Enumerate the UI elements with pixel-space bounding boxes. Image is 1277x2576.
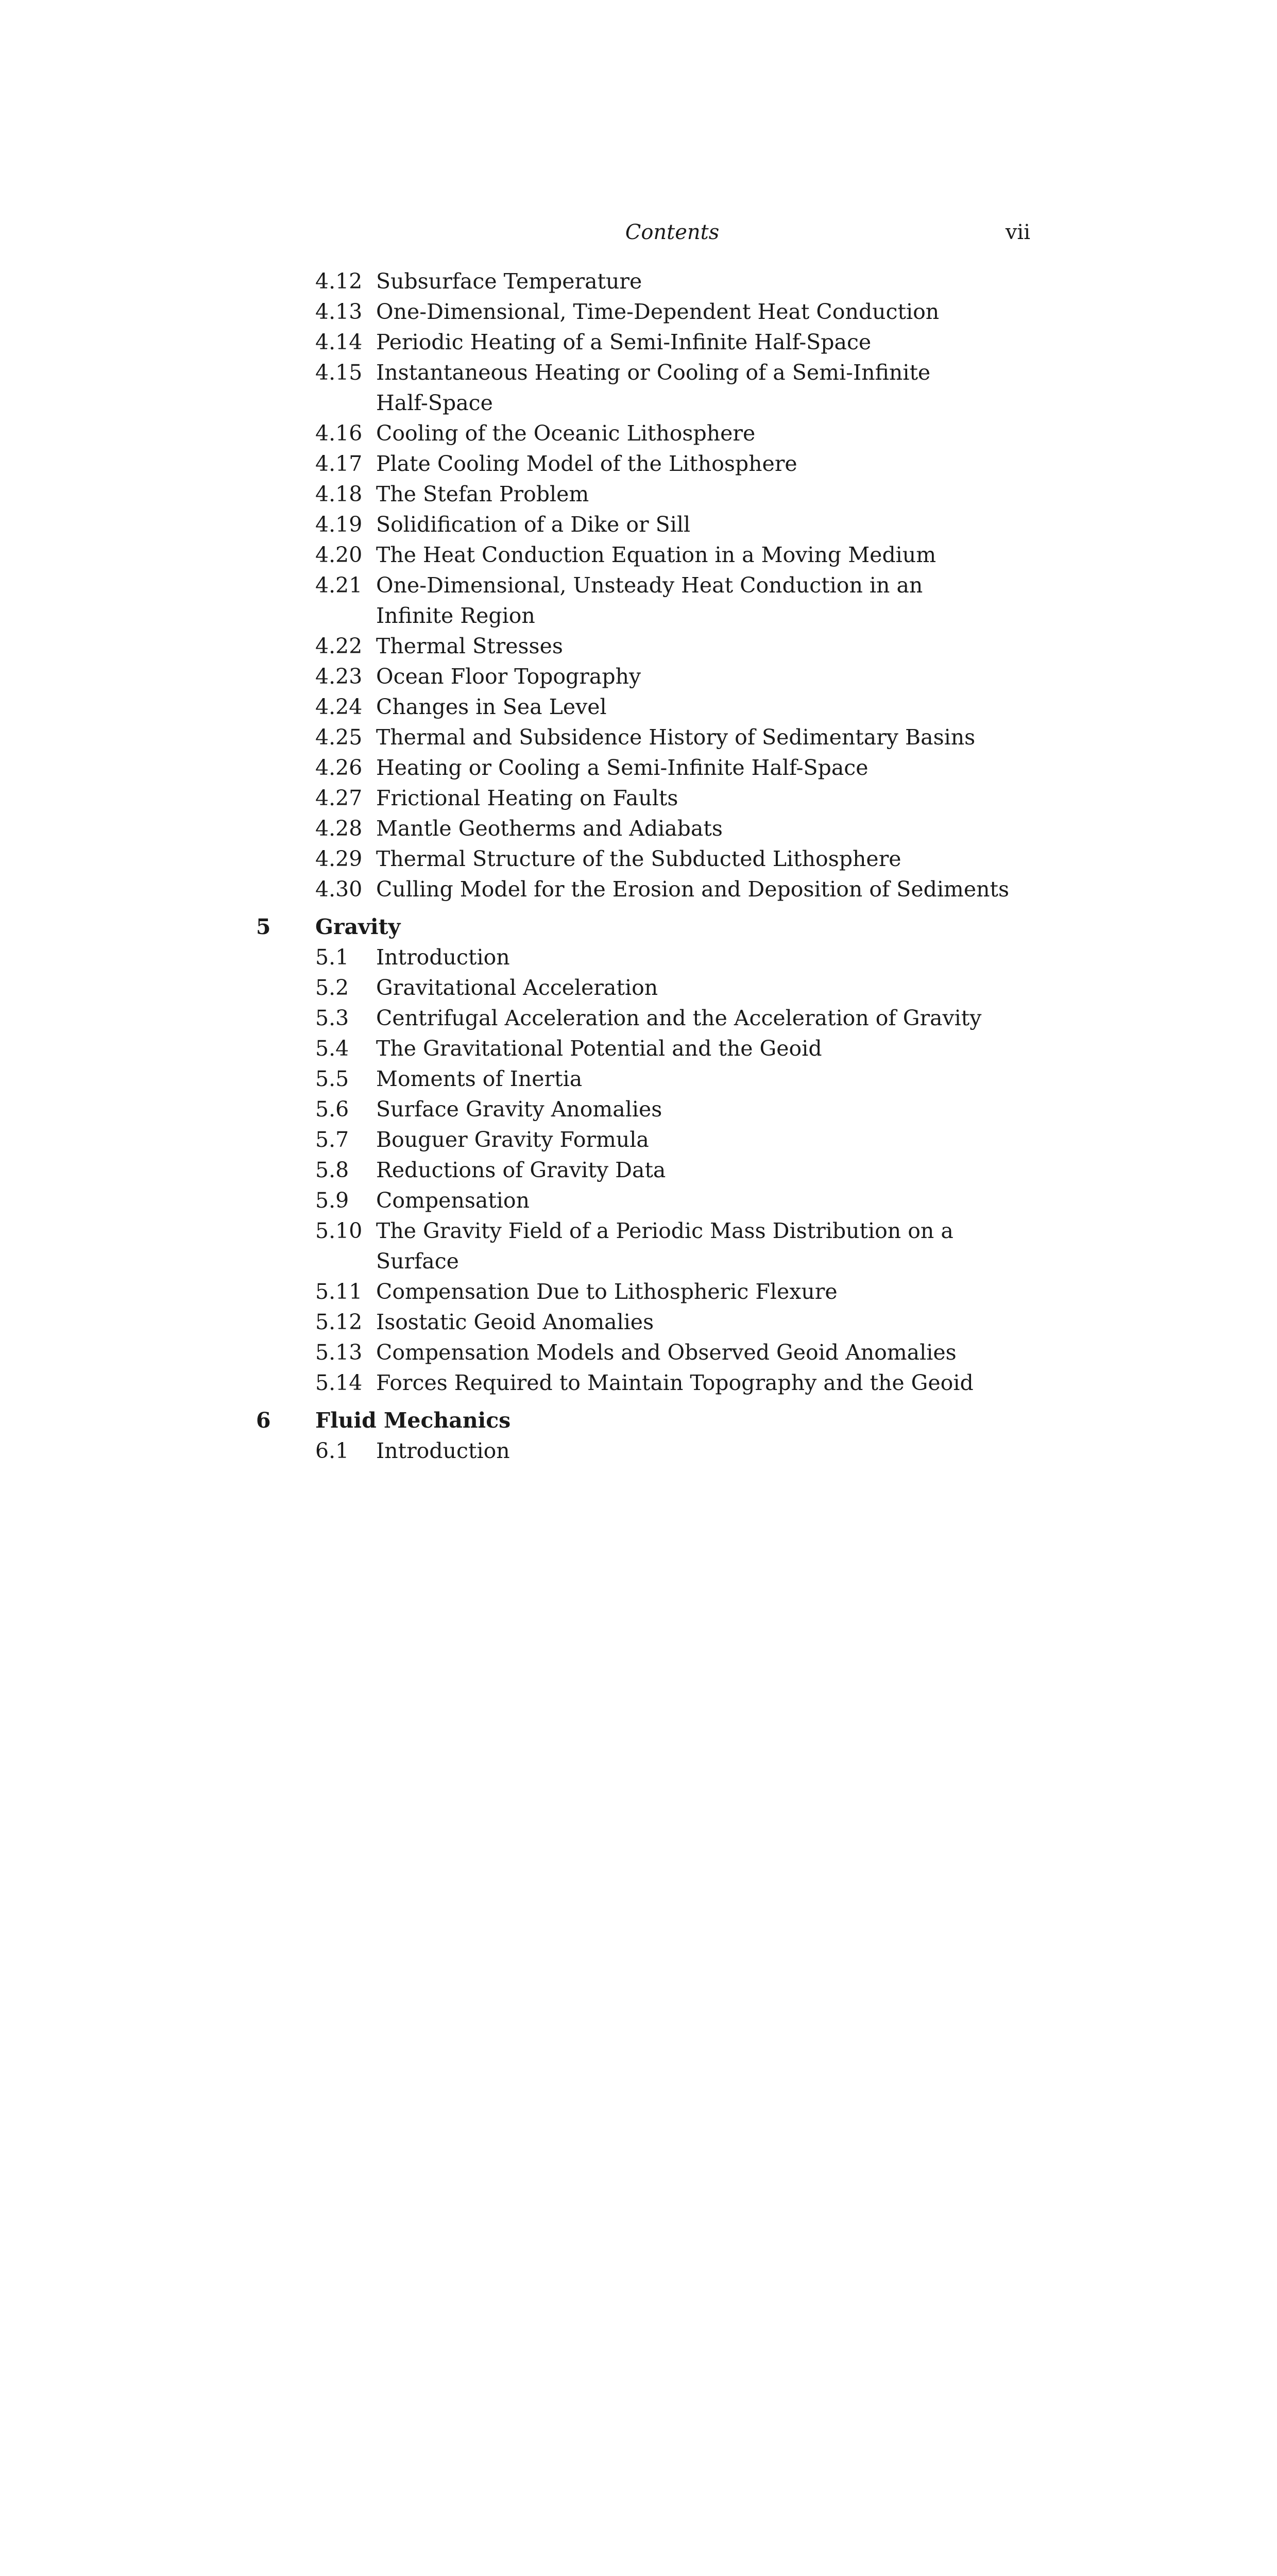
toc-title: The Stefan Problem (376, 482, 589, 506)
toc-number: 4.15 (315, 360, 363, 385)
toc-section-row[interactable] (0, 266, 1277, 297)
toc-title: Mantle Geotherms and Adiabats (376, 816, 723, 841)
toc-title: The Gravitational Potential and the Geoid (376, 1036, 822, 1061)
toc-number: 5.5 (315, 1066, 349, 1091)
toc-section-row[interactable] (0, 327, 1277, 358)
toc-number: 5.11 (315, 1279, 363, 1304)
toc-section-row[interactable] (0, 1436, 1277, 1466)
toc-section-row[interactable] (0, 449, 1277, 479)
toc-number: 4.28 (315, 816, 363, 841)
toc-number: 4.17 (315, 451, 363, 476)
toc-chapter-row[interactable] (0, 1405, 1277, 1436)
toc-section-row[interactable] (0, 1307, 1277, 1337)
toc-number: 4.24 (315, 694, 363, 719)
toc-section-row[interactable] (0, 1185, 1277, 1216)
toc-section-row[interactable] (0, 844, 1277, 874)
toc-number: 5.13 (315, 1340, 363, 1365)
toc-number: 4.30 (315, 877, 363, 902)
toc-number: 4.14 (315, 330, 363, 354)
toc-title: Compensation Due to Lithospheric Flexure (376, 1279, 838, 1304)
running-header (314, 221, 1030, 251)
toc-number: 4.23 (315, 664, 363, 689)
toc-title: Isostatic Geoid Anomalies (376, 1310, 654, 1334)
toc-number: 4.18 (315, 482, 363, 506)
toc-section-row[interactable] (0, 973, 1277, 1003)
toc-title: Changes in Sea Level (376, 694, 607, 719)
toc-number: 4.20 (315, 543, 363, 567)
toc-title: Solidification of a Dike or Sill (376, 512, 691, 537)
toc-title: Forces Required to Maintain Topography and the Geoid (376, 1370, 974, 1395)
toc-title-continued: Half-Space (376, 391, 493, 415)
toc-number: 4.29 (315, 846, 363, 871)
toc-number: 4.26 (315, 755, 363, 780)
toc-title: Culling Model for the Erosion and Deposition of Sediments (376, 877, 1009, 902)
toc-number: 6.1 (315, 1438, 349, 1463)
toc-title: The Heat Conduction Equation in a Moving Medium (376, 543, 937, 567)
toc-number: 4.13 (315, 299, 363, 324)
toc-title: Instantaneous Heating or Cooling of a Semi-Infinite (376, 360, 931, 385)
toc-title: Periodic Heating of a Semi-Infinite Half-Space (376, 330, 872, 354)
toc-number: 5.9 (315, 1188, 349, 1213)
toc-section-row[interactable] (0, 874, 1277, 905)
toc-number: 4.27 (315, 786, 363, 810)
toc-section-row[interactable] (0, 1033, 1277, 1064)
toc-title: Introduction (376, 1438, 510, 1463)
toc-number: 6 (256, 1408, 271, 1433)
toc-section-row[interactable] (0, 510, 1277, 540)
toc-section-row[interactable] (0, 570, 1277, 631)
toc-number: 5.6 (315, 1097, 349, 1122)
toc-chapter-row[interactable] (0, 912, 1277, 942)
toc-number: 4.16 (315, 421, 363, 446)
toc-title: Ocean Floor Topography (376, 664, 641, 689)
toc-title: Bouguer Gravity Formula (376, 1127, 649, 1152)
toc-title: Plate Cooling Model of the Lithosphere (376, 451, 797, 476)
toc-title: Introduction (376, 945, 510, 970)
toc-title: Heating or Cooling a Semi-Infinite Half-Space (376, 755, 869, 780)
toc-number: 5.14 (315, 1370, 363, 1395)
toc-section-row[interactable] (0, 631, 1277, 662)
toc-title: Gravity (315, 914, 401, 939)
toc-title: Moments of Inertia (376, 1066, 583, 1091)
toc-section-row[interactable] (0, 1216, 1277, 1277)
toc-number: 4.21 (315, 573, 363, 598)
toc-title: Thermal Structure of the Subducted Lithosphere (376, 846, 901, 871)
toc-section-row[interactable] (0, 692, 1277, 722)
toc-title: Fluid Mechanics (315, 1408, 511, 1433)
table-of-contents (0, 266, 1277, 1466)
toc-section-row[interactable] (0, 297, 1277, 327)
toc-section-row[interactable] (0, 1003, 1277, 1033)
toc-section-row[interactable] (0, 1064, 1277, 1094)
toc-title: Reductions of Gravity Data (376, 1158, 666, 1182)
toc-number: 4.12 (315, 269, 363, 294)
toc-title: Thermal and Subsidence History of Sedimentary Basins (376, 725, 976, 750)
toc-title: Compensation Models and Observed Geoid Anomalies (376, 1340, 957, 1365)
toc-title: Gravitational Acceleration (376, 975, 658, 1000)
toc-number: 5 (256, 914, 271, 939)
toc-title: Subsurface Temperature (376, 269, 642, 294)
toc-title: One-Dimensional, Time-Dependent Heat Conduction (376, 299, 940, 324)
toc-title-continued: Surface (376, 1249, 459, 1274)
page-number: vii (1005, 221, 1030, 244)
toc-section-row[interactable] (0, 814, 1277, 844)
toc-section-row[interactable] (0, 1125, 1277, 1155)
toc-title: Cooling of the Oceanic Lithosphere (376, 421, 756, 446)
toc-number: 5.8 (315, 1158, 349, 1182)
toc-number: 5.3 (315, 1006, 349, 1030)
toc-section-row[interactable] (0, 358, 1277, 418)
toc-title: Centrifugal Acceleration and the Acceleration of Gravity (376, 1006, 982, 1030)
toc-section-row[interactable] (0, 1155, 1277, 1185)
toc-number: 4.25 (315, 725, 363, 750)
toc-section-row[interactable] (0, 722, 1277, 753)
toc-number: 5.12 (315, 1310, 363, 1334)
toc-number: 5.10 (315, 1218, 363, 1243)
toc-section-row[interactable] (0, 418, 1277, 449)
toc-section-row[interactable] (0, 783, 1277, 814)
toc-title: Frictional Heating on Faults (376, 786, 678, 810)
toc-section-row[interactable] (0, 1337, 1277, 1368)
toc-section-row[interactable] (0, 942, 1277, 973)
toc-number: 4.22 (315, 634, 363, 658)
toc-section-row[interactable] (0, 1277, 1277, 1307)
toc-number: 4.19 (315, 512, 363, 537)
toc-title: Compensation (376, 1188, 530, 1213)
toc-section-row[interactable] (0, 1368, 1277, 1398)
toc-number: 5.2 (315, 975, 349, 1000)
toc-section-row[interactable] (0, 479, 1277, 510)
toc-title: Thermal Stresses (376, 634, 563, 658)
toc-section-row[interactable] (0, 662, 1277, 692)
toc-title: One-Dimensional, Unsteady Heat Conduction in an (376, 573, 923, 598)
toc-number: 5.7 (315, 1127, 349, 1152)
toc-section-row[interactable] (0, 540, 1277, 570)
toc-title: Surface Gravity Anomalies (376, 1097, 662, 1122)
toc-number: 5.1 (315, 945, 349, 970)
toc-section-row[interactable] (0, 753, 1277, 783)
toc-section-row[interactable] (0, 1094, 1277, 1125)
toc-title: The Gravity Field of a Periodic Mass Distribution on a (376, 1218, 954, 1243)
toc-number: 5.4 (315, 1036, 349, 1061)
toc-title-continued: Infinite Region (376, 603, 535, 628)
running-title: Contents (625, 221, 720, 244)
toc-page-number (0, 1436, 1030, 2576)
